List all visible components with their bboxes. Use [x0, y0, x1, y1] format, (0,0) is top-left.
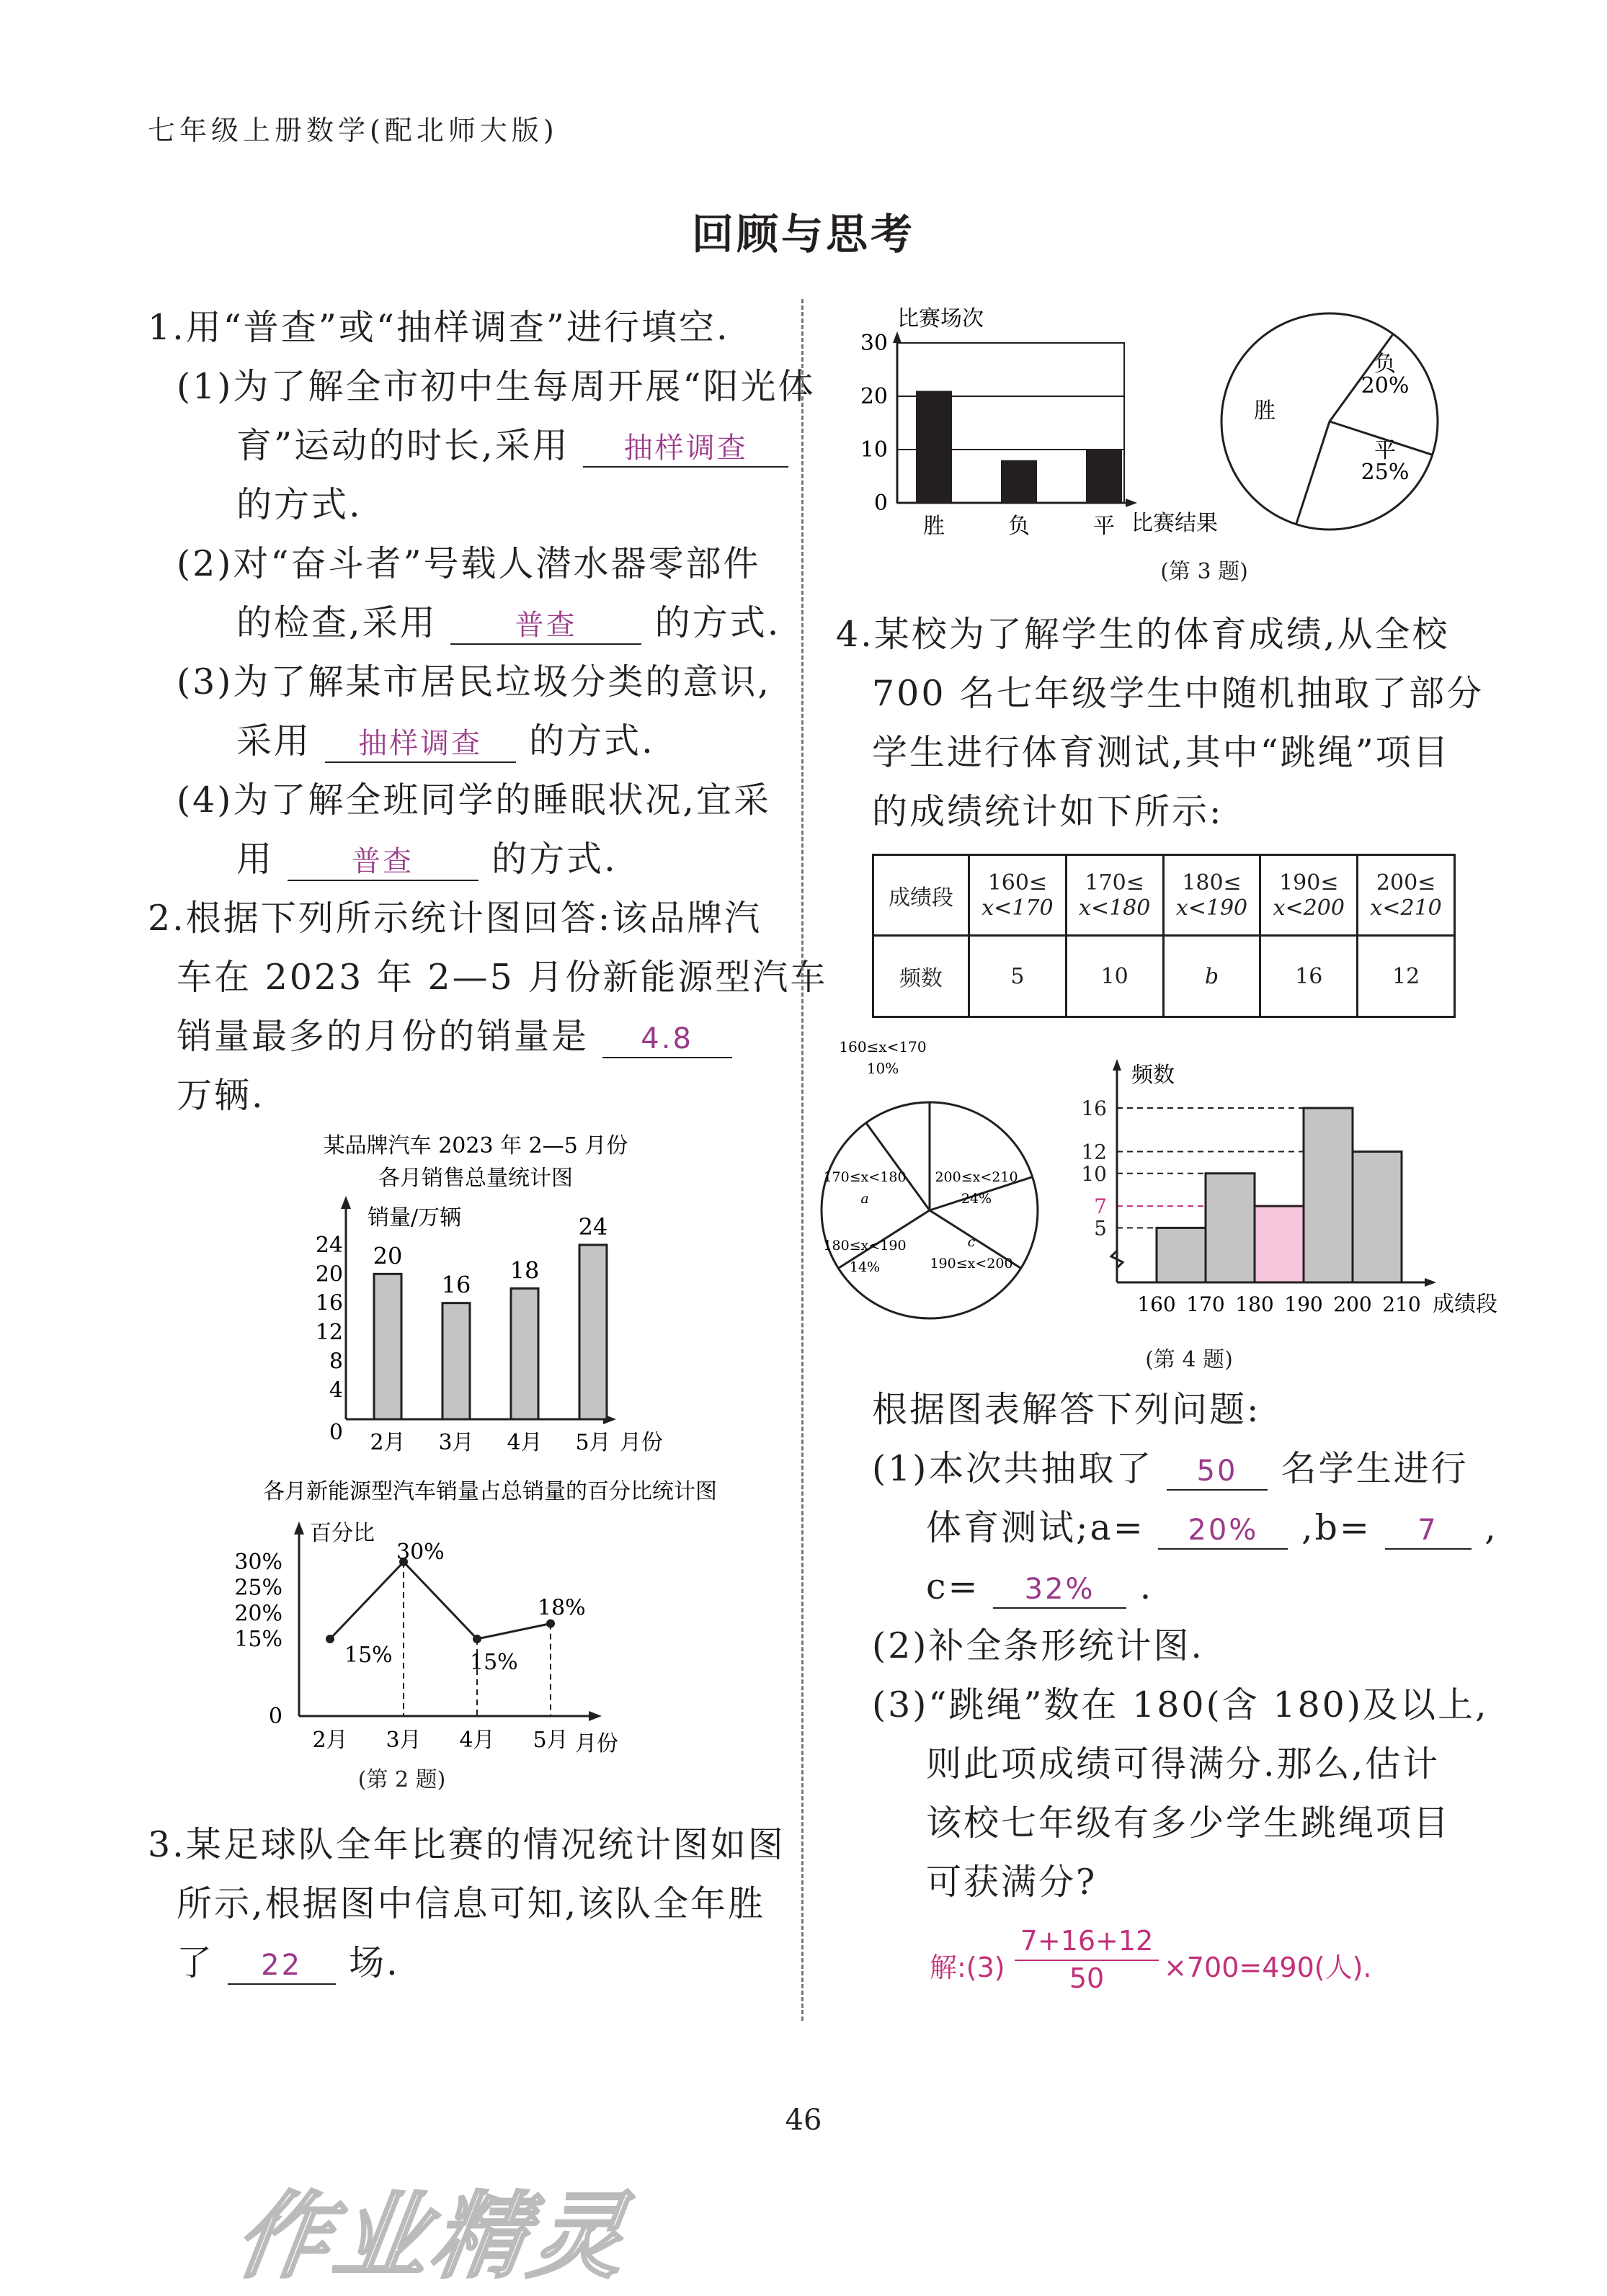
q2-bar-ticks	[316, 1233, 343, 1403]
q1-stem: 1.用“普查”或“抽样调查”进行填空.	[148, 307, 730, 348]
q4-hist-xtick: 180	[1235, 1292, 1274, 1316]
q4-line4: 的成绩统计如下所示:	[872, 791, 1224, 832]
q1-p2-line1: (2)对“奋斗者”号载人潜水器零部件	[177, 543, 761, 584]
range-bottom: x<200	[1273, 895, 1345, 921]
q4-hist-xtick: 200	[1333, 1292, 1372, 1316]
q2-line-ylabel: 百分比	[310, 1521, 375, 1546]
q4-hist-bar-2	[1255, 1206, 1304, 1282]
q1-p4-text-post: 的方式.	[491, 839, 618, 880]
q1-p2-answer: 普查	[450, 607, 641, 645]
q2-bar-ytick: 12	[315, 1320, 343, 1345]
q3-pie-label: 20%	[1361, 373, 1410, 398]
q2-text: 销量最多的月份的销量是	[177, 1016, 589, 1057]
q3-bar-xtick: 负	[1008, 514, 1030, 539]
q4-pie-label: a	[860, 1191, 869, 1207]
page-header: 七年级上册数学(配北师大版)	[148, 115, 558, 146]
q1-p3-text: 采用	[236, 720, 312, 761]
q4-hist-xtick: 210	[1382, 1292, 1421, 1316]
range-top: 190≤	[1279, 870, 1339, 895]
q4-s1-a-answer: 20%	[1158, 1512, 1288, 1550]
q2-bar-xtick: 2月	[370, 1430, 406, 1455]
q4-frequency-table	[872, 854, 1456, 1018]
q2-answer: 4.8	[602, 1021, 732, 1058]
q3-pie-label: 平	[1374, 438, 1396, 463]
watermark: 作业精灵	[228, 2181, 637, 2291]
q2-bar-title: 某品牌汽车 2023 年 2—5 月份	[323, 1133, 628, 1158]
q2-bar-origin: 0	[329, 1420, 343, 1445]
q4-s3-line3: 该校七年级有多少学生跳绳项目	[926, 1803, 1451, 1844]
q2-bar-yarrow	[341, 1196, 351, 1209]
q2-bar-ytick: 8	[329, 1349, 343, 1375]
q4-s1-b-label: ,b=	[1301, 1507, 1371, 1548]
q4-pie-label: c	[967, 1234, 976, 1250]
q4-table-range-cell	[969, 855, 1067, 936]
q2-bar-xtick: 4月	[507, 1430, 543, 1455]
q4-solution-fraction-bar	[1015, 1960, 1159, 1961]
q3-pie-slices	[1221, 313, 1438, 530]
q4-s1-total-answer: 50	[1167, 1453, 1268, 1491]
q2-line-point-label: 18%	[538, 1595, 586, 1621]
q3-answer: 22	[228, 1947, 336, 1985]
q2-bar-ytick: 20	[315, 1261, 343, 1287]
q3-bar-grid	[860, 331, 1124, 516]
q4-histogram	[1081, 1052, 1549, 1326]
q4-table-count-cell: 10	[1066, 936, 1163, 1017]
q4-s3-line2: 则此项成绩可得满分.那么,估计	[926, 1743, 1441, 1784]
q2-line4: 万辆.	[177, 1075, 265, 1116]
q2-line-series	[330, 1562, 551, 1639]
q1-p3-line2	[236, 712, 655, 771]
q4-table-count-cell: 12	[1358, 936, 1455, 1017]
q4-hist-ytick: 16	[1081, 1096, 1107, 1120]
q1-p2-text: 的检查,采用	[236, 602, 437, 643]
range-bottom: x<170	[981, 895, 1054, 921]
q2-line-yarrow	[294, 1522, 304, 1535]
q4-solution-prefix: 解:(3)	[930, 1952, 1005, 1983]
q1-p1-line1: (1)为了解全市初中生每周开展“阳光体	[177, 366, 816, 407]
q3-bar-0	[916, 391, 952, 503]
q2-line-title: 各月新能源型汽车销量占总销量的百分比统计图	[263, 1479, 717, 1504]
q2-bar-xlabel: 月份	[620, 1430, 663, 1455]
q2-line-ytick: 15%	[234, 1627, 282, 1652]
q4-hist-ylabel: 频数	[1131, 1063, 1175, 1088]
q2-line-xarrow	[589, 1711, 602, 1721]
q2-line-point-label: 30%	[396, 1540, 445, 1565]
q4-line2: 700 名七年级学生中随机抽取了部分	[872, 673, 1484, 714]
q1-p4-text: 用	[236, 839, 275, 880]
q1-p4-line1: (4)为了解全班同学的睡眠状况,宜采	[177, 780, 771, 821]
q2-line-xtick: 3月	[386, 1728, 422, 1753]
q2-line-point-label: 15%	[344, 1643, 393, 1668]
q2-bar-value-label: 24	[578, 1213, 608, 1241]
q4-pie-label: 170≤x<180	[823, 1169, 907, 1185]
q4-table-count-cell: 5	[969, 936, 1067, 1017]
q2-bar-2	[511, 1289, 538, 1420]
q4-hist-bar-4	[1353, 1152, 1402, 1283]
page-title: 回顾与思考	[691, 210, 915, 259]
q2-bar-ytick: 4	[329, 1377, 343, 1403]
q4-table-head-range: 成绩段	[873, 855, 969, 936]
q2-line-chart	[187, 1470, 764, 1787]
q3-bar-chart	[843, 295, 1247, 548]
q1-p1-line3: 的方式.	[236, 484, 362, 525]
q4-pie-chart	[814, 1030, 1088, 1333]
q3-bar-ytick: 20	[860, 384, 888, 409]
q2-bar-ytick: 16	[315, 1290, 343, 1316]
q2-bar-value-label: 16	[441, 1271, 471, 1299]
q1-p3-line1: (3)为了解某市居民垃圾分类的意识,	[177, 661, 771, 702]
q4-hist-ytick: 5	[1094, 1216, 1107, 1241]
q2-line-ticks	[234, 1550, 282, 1652]
q3-bar-xtick: 平	[1093, 514, 1115, 539]
q4-hist-xtick: 160	[1137, 1292, 1176, 1316]
q3-line2: 所示,根据图中信息可知,该队全年胜	[177, 1883, 766, 1924]
q2-line-xtick: 4月	[459, 1728, 495, 1753]
q2-bar-xtick: 5月	[575, 1430, 611, 1455]
q4-s1-period: .	[1139, 1566, 1154, 1607]
q3-caption: (第 3 题)	[1160, 559, 1248, 584]
q4-line3: 学生进行体育测试,其中“跳绳”项目	[872, 732, 1451, 773]
q4-s1-b-answer: 7	[1385, 1512, 1472, 1550]
q4-s2: (2)补全条形统计图.	[872, 1625, 1204, 1666]
q3-bar-ytick: 0	[873, 491, 888, 516]
q4-pie-label: 10%	[866, 1060, 899, 1077]
q2-bar-3	[579, 1245, 607, 1419]
q4-s1-c-label: c=	[926, 1566, 980, 1607]
q3-line3	[177, 1934, 400, 1993]
q4-intro: 根据图表解答下列问题:	[872, 1389, 1261, 1430]
q2-line-xtick: 5月	[533, 1728, 569, 1753]
q3-bar-xtick: 胜	[923, 514, 945, 539]
q1-p1-answer: 抽样调查	[583, 430, 788, 468]
range-top: 160≤	[987, 870, 1048, 895]
q4-hist-xtick: 190	[1284, 1292, 1323, 1316]
q3-line1: 3.某足球队全年比赛的情况统计图如图	[148, 1824, 785, 1865]
q4-pie-label: 190≤x<200	[930, 1256, 1013, 1272]
q2-line-xlabel: 月份	[575, 1731, 618, 1756]
q2-bar-xtick: 3月	[438, 1430, 474, 1455]
q4-hist-yarrow	[1113, 1059, 1121, 1071]
q4-table-count-cell: b	[1163, 936, 1260, 1017]
range-top: 180≤	[1182, 870, 1242, 895]
range-bottom: x<180	[1079, 895, 1151, 921]
q2-bar-chart	[274, 1124, 735, 1455]
q2-line-point-2	[473, 1635, 481, 1643]
q4-s1-text: (1)本次共抽取了	[872, 1448, 1154, 1489]
q4-line1: 4.某校为了解学生的体育成绩,从全校	[836, 614, 1450, 655]
q4-hist-xlabel: 成绩段	[1433, 1292, 1497, 1317]
q2-line1: 2.根据下列所示统计图回答:该品牌汽	[148, 898, 762, 939]
q4-s1-comma: ,	[1484, 1507, 1498, 1548]
q4-hist-ytick: 10	[1081, 1161, 1107, 1186]
q1-p2-text-post: 的方式.	[654, 602, 781, 643]
q3-bar-1	[1001, 460, 1037, 503]
q4-s1-line3	[926, 1558, 1153, 1617]
q2-line-origin: 0	[268, 1704, 282, 1729]
q4-hist-xtick: 170	[1186, 1292, 1225, 1316]
q2-bar-ytick: 24	[315, 1233, 343, 1258]
q4-solution-numerator: 7+16+12	[1020, 1925, 1154, 1957]
q1-p3-answer: 抽样调查	[325, 725, 516, 763]
q1-p4-answer: 普查	[288, 844, 478, 881]
q1-p1-line2	[236, 416, 788, 475]
q2-line-ytick: 20%	[234, 1601, 282, 1627]
page-number: 46	[785, 2104, 822, 2137]
q3-bar-bars	[916, 391, 1122, 539]
q4-table-count-cell: 16	[1260, 936, 1358, 1017]
q4-table-range-cell	[1358, 855, 1455, 936]
q2-line-point-0	[326, 1635, 334, 1643]
q2-line2: 车在 2023 年 2—5 月份新能源型汽车	[177, 957, 828, 998]
q4-s1-line1	[872, 1439, 1469, 1498]
q2-line-ytick: 30%	[234, 1550, 282, 1575]
range-bottom: x<210	[1370, 895, 1442, 921]
q2-bar-ylabel: 销量/万辆	[368, 1205, 462, 1230]
q4-hist-bar-3	[1304, 1108, 1353, 1282]
q4-hist-xarrow	[1425, 1278, 1436, 1287]
q4-table-range-cell	[1163, 855, 1260, 936]
q4-table-range-cell	[1260, 855, 1358, 936]
q3-pie-chart	[1218, 310, 1448, 540]
q4-s1-c-answer: 32%	[993, 1571, 1126, 1609]
q2-line-point-label: 15%	[470, 1650, 518, 1675]
q4-table-row-counts	[873, 936, 1455, 1017]
q2-bar-0	[374, 1274, 401, 1419]
q4-pie-label: 24%	[961, 1191, 992, 1207]
q2-line-marks	[312, 1540, 585, 1753]
q4-hist-ytick: 12	[1081, 1140, 1107, 1164]
q3-bar-xlabel: 比赛结果	[1131, 511, 1218, 536]
q4-table-range-cell	[1066, 855, 1163, 936]
q4-s1-text-post: 名学生进行	[1281, 1448, 1469, 1489]
q3-bar-yarrow	[893, 331, 902, 343]
q4-pie-label: 200≤x<210	[935, 1169, 1018, 1185]
q4-hist-bar-1	[1206, 1174, 1255, 1282]
q2-bar-subtitle: 各月销售总量统计图	[378, 1166, 573, 1191]
q3-text: 了	[177, 1942, 215, 1983]
q2-caption: (第 2 题)	[357, 1767, 446, 1792]
q4-solution-denominator: 50	[1069, 1962, 1105, 1994]
q2-line-ytick: 25%	[234, 1575, 282, 1601]
q2-bar-value-label: 20	[373, 1242, 403, 1270]
q4-table-head-count: 频数	[873, 936, 969, 1017]
range-top: 170≤	[1085, 870, 1144, 895]
q4-solution-suffix: ×700=490(人).	[1164, 1952, 1372, 1983]
range-bottom: x<190	[1175, 895, 1248, 921]
q3-bar-ytick: 10	[860, 437, 888, 463]
q3-bar-ylabel: 比赛场次	[897, 306, 984, 331]
q4-hist-ytick: 7	[1094, 1194, 1107, 1219]
q3-bar-xarrow	[1126, 499, 1137, 507]
q3-pie-label: 负	[1374, 352, 1396, 377]
q1-p3-text-post: 的方式.	[529, 720, 655, 761]
q1-p1-text: 育”运动的时长,采用	[236, 425, 570, 466]
q2-line-xtick: 2月	[312, 1728, 348, 1753]
q1-p2-line2	[236, 594, 780, 653]
q4-pie-label: 14%	[849, 1259, 881, 1275]
q3-pie-label: 25%	[1361, 460, 1410, 485]
q1-p4-line2	[236, 830, 618, 889]
q4-pie-label: 160≤x<170	[839, 1038, 927, 1055]
q3-pie-label: 胜	[1254, 398, 1276, 424]
q3-text-post: 场.	[349, 1942, 400, 1983]
q2-bar-value-label: 18	[509, 1256, 540, 1285]
q3-bar-2	[1086, 450, 1122, 503]
q4-pie-slices	[822, 1038, 1038, 1318]
q4-s3-line4: 可获满分?	[926, 1862, 1098, 1903]
q2-bar-1	[442, 1303, 470, 1419]
q4-hist-bar-0	[1157, 1228, 1206, 1282]
q3-bar-ytick: 30	[860, 331, 888, 356]
q4-caption: (第 4 题)	[1145, 1347, 1233, 1372]
q4-s1-a-label: 体育测试;a=	[926, 1507, 1145, 1548]
q4-s1-line2	[926, 1498, 1498, 1558]
q4-s3-line1: (3)“跳绳”数在 180(含 180)及以上,	[872, 1684, 1489, 1725]
q4-pie-label: 180≤x<190	[823, 1238, 907, 1254]
q4-table-row-ranges	[873, 855, 1455, 936]
range-top: 200≤	[1376, 870, 1436, 895]
q2-line3	[177, 1007, 732, 1066]
